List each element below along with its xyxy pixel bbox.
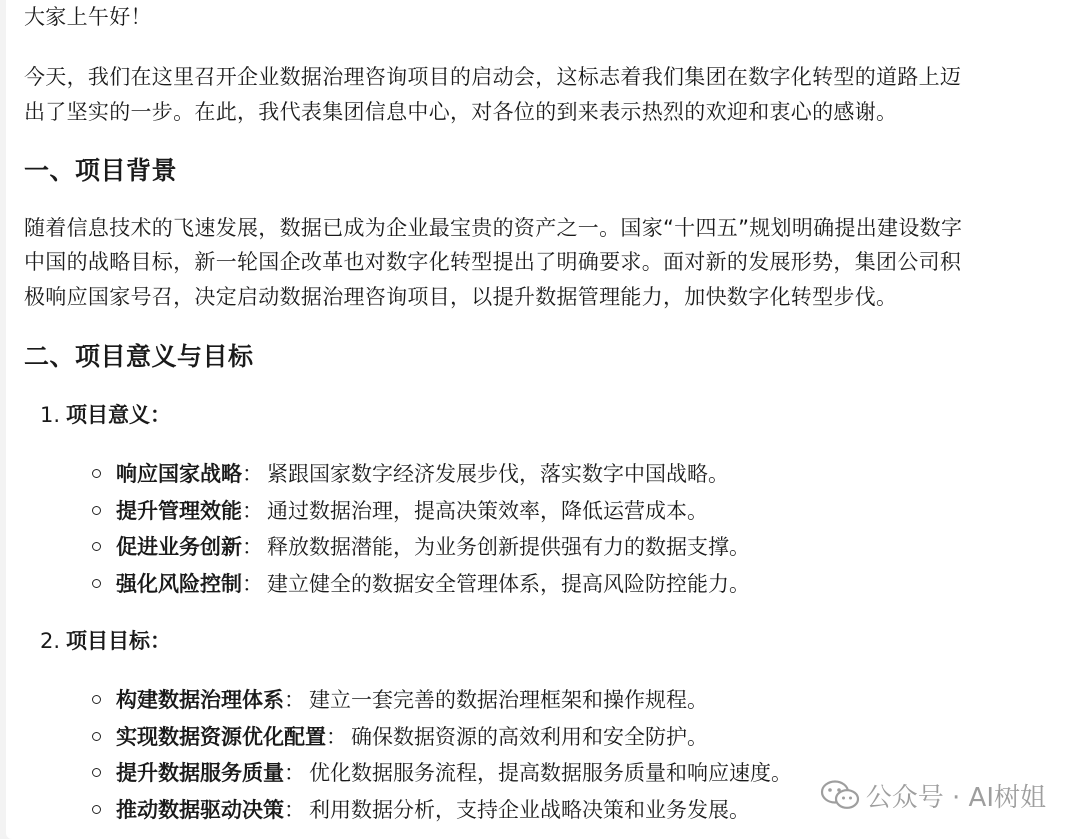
item-colon: ： <box>284 761 305 785</box>
subheading-title: 项目目标： <box>66 629 172 653</box>
list-item <box>90 529 750 566</box>
hollow-circle-bullet-icon <box>92 542 101 551</box>
wechat-icon <box>820 780 860 810</box>
item-colon: ： <box>284 797 305 822</box>
intro-line-2: 出了坚实的一步。在此，我代表集团信息中心，对各位的到来表示热烈的欢迎和衷心的感谢。 <box>24 100 898 124</box>
item-text: 紧跟国家数字经济发展步伐，落实数字中国战略。 <box>267 462 729 486</box>
hollow-circle-bullet-icon <box>92 768 101 777</box>
item-term: 推动数据驱动决策 <box>116 797 284 822</box>
item-colon: ： <box>242 535 263 559</box>
significance-list <box>90 456 750 602</box>
item-colon: ： <box>242 462 263 486</box>
item-term: 强化风险控制 <box>116 571 242 596</box>
item-text: 利用数据分析，支持企业战略决策和业务发展。 <box>309 797 750 822</box>
hollow-circle-bullet-icon <box>92 469 101 478</box>
article-page <box>6 0 1080 839</box>
watermark-text: 公众号 · AI树姐 <box>865 782 1046 813</box>
greeting-line: 大家上午好！ <box>24 5 152 29</box>
hollow-circle-bullet-icon <box>92 805 101 814</box>
item-text: 优化数据服务流程，提高数据服务质量和响应速度。 <box>309 761 792 785</box>
item-text: 释放数据潜能，为业务创新提供强有力的数据支撑。 <box>267 535 750 559</box>
item-text: 建立健全的数据安全管理体系，提高风险防控能力。 <box>267 571 750 596</box>
list-item <box>90 566 750 603</box>
section-heading-background: 一、项目背景 <box>24 156 178 185</box>
background-line-3: 极响应国家号召，决定启动数据治理咨询项目，以提升数据管理能力，加快数字化转型步伐。 <box>24 285 898 309</box>
section-heading-significance-goals: 二、项目意义与目标 <box>24 342 254 371</box>
item-colon: ： <box>242 498 263 523</box>
hollow-circle-bullet-icon <box>92 732 101 741</box>
background-line-1: 随着信息技术的飞速发展，数据已成为企业最宝贵的资产之一。国家“十四五”规划明确提出建设数字 <box>24 216 963 240</box>
watermark <box>820 778 1046 812</box>
list-item <box>90 755 792 792</box>
item-term: 实现数据资源优化配置 <box>116 724 326 749</box>
item-text: 确保数据资源的高效利用和安全防护。 <box>351 724 708 749</box>
subheading-title: 项目意义： <box>66 403 172 427</box>
intro-line-1: 今天，我们在这里召开企业数据治理咨询项目的启动会，这标志着我们集团在数字化转型的道路上迈 <box>24 65 962 89</box>
list-item <box>90 719 792 756</box>
item-colon: ： <box>284 688 305 712</box>
item-term: 提升数据服务质量 <box>116 761 284 785</box>
item-colon: ： <box>326 724 347 749</box>
hollow-circle-bullet-icon <box>92 579 101 588</box>
item-text: 通过数据治理，提高决策效率，降低运营成本。 <box>267 498 708 523</box>
list-item <box>90 493 750 530</box>
subheading-significance <box>40 398 171 432</box>
item-term: 构建数据治理体系 <box>116 688 284 712</box>
subheading-number: 1. <box>40 403 61 427</box>
hollow-circle-bullet-icon <box>92 695 101 704</box>
list-item <box>90 456 750 493</box>
background-line-2: 中国的战略目标，新一轮国企改革也对数字化转型提出了明确要求。面对新的发展形势，集团公司积 <box>24 250 962 274</box>
list-item <box>90 682 792 719</box>
item-term: 促进业务创新 <box>116 535 242 559</box>
hollow-circle-bullet-icon <box>92 506 101 515</box>
subheading-number: 2. <box>40 629 61 653</box>
goals-list <box>90 682 792 828</box>
item-term: 提升管理效能 <box>116 498 242 523</box>
item-term: 响应国家战略 <box>116 462 242 486</box>
item-colon: ： <box>242 571 263 596</box>
list-item <box>90 792 792 829</box>
item-text: 建立一套完善的数据治理框架和操作规程。 <box>309 688 708 712</box>
subheading-goals <box>40 624 171 658</box>
